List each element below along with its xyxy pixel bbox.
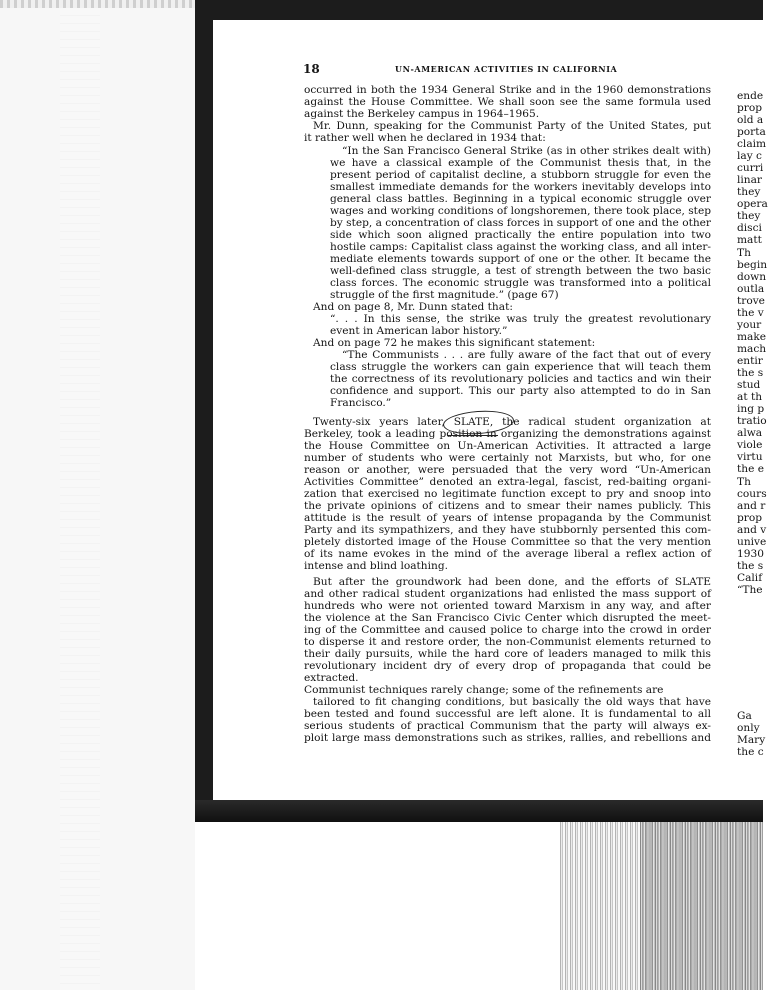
page-header	[303, 62, 723, 78]
text-line: been tested and found successful are left alone. It is fundamental to all	[304, 708, 711, 720]
quote-line: well-defined class struggle, a test of strength between the two basic	[330, 265, 711, 277]
facing-page-fragment: unive	[737, 536, 767, 548]
text-line: hundreds who were not oriented toward Marxism in any way, and after	[304, 600, 711, 612]
quote-line: confidence and support. This our party also attempted to do in San	[330, 385, 711, 397]
scan-noise-strip-dark	[640, 822, 763, 990]
facing-page-fragment: ende	[737, 90, 764, 102]
facing-page-fragment: the v	[737, 307, 764, 319]
book-binding-bottom	[195, 800, 763, 822]
facing-page-fragment: linar	[737, 174, 762, 186]
quote-line: “In the San Francisco General Strike (as in other strikes dealt with)	[342, 145, 711, 157]
text-line: ing of the Committee and caused police to charge into the crowd in order	[304, 624, 711, 636]
text-line: the House Committee on Un-American Activities. It attracted a large	[304, 440, 711, 452]
facing-page-fragment: Calif	[737, 572, 763, 584]
quote-line: hostile camps: Capitalist class against the working class, and all inter-	[330, 241, 711, 253]
facing-page-fragment: Mary	[737, 734, 766, 746]
facing-page-fragment: alwa	[737, 427, 763, 439]
text-line: tailored to fit changing conditions, but basically the old ways that have	[313, 696, 711, 708]
quote-line: “The Communists . . . are fully aware of the fact that out of every	[342, 349, 711, 361]
quote-line: present period of capitalist decline, a stubborn struggle for even the	[330, 169, 711, 181]
page-number: 18	[303, 62, 320, 76]
quote-line: side which soon aligned practically the entire population into two	[330, 229, 711, 241]
text-line: pletely distorted image of the House Committee so that the very mention	[304, 536, 711, 548]
facing-page-fragment: lay c	[737, 150, 762, 162]
text-line: to disperse it and restore order, the non-Communist elements returned to	[304, 636, 711, 648]
facing-page-fragment: and r	[737, 500, 766, 512]
text-line: ploit large mass demonstrations such as strikes, rallies, and rebellions and	[304, 732, 711, 744]
text-line: zation that exercised no legitimate function except to pry and snoop into	[304, 488, 711, 500]
text-line: reason or another, were persuaded that the very word “Un-American	[304, 464, 711, 476]
text-line: And on page 72 he makes this significant statement:	[313, 337, 596, 349]
facing-page-fragment: outla	[737, 283, 765, 295]
facing-page-fragment: old a	[737, 114, 764, 126]
facing-page-fragment: at th	[737, 391, 763, 403]
facing-page-fragment: Ga	[737, 710, 752, 722]
facing-page-fragment: ing p	[737, 403, 765, 415]
quote-line: class forces. The economic struggle was transformed into a political	[330, 277, 711, 289]
text-line: Communist techniques rarely change; some of the refinements are	[304, 684, 664, 696]
text-line: and other radical student organizations had enlisted the mass support of	[304, 588, 711, 600]
facing-page-fragment: trove	[737, 295, 765, 307]
quote-line: “. . . In this sense, the strike was truly the greatest revolutionary	[330, 313, 711, 325]
text-line: the violence at the San Francisco Civic Center which disrupted the meet-	[304, 612, 711, 624]
text-line: of its name evokes in the mind of the average liberal a reflex action of	[304, 548, 711, 560]
book-binding-top	[195, 0, 763, 20]
text-line: Berkeley, took a leading position in organizing the demonstrations against	[304, 428, 711, 440]
quote-line: Francisco.”	[330, 397, 392, 409]
quote-line: struggle of the first magnitude.” (page 67)	[330, 289, 559, 301]
text-line: revolutionary incident dry of every drop of propaganda that could be	[304, 660, 711, 672]
facing-page-fragment: curri	[737, 162, 764, 174]
text-line: extracted.	[304, 672, 359, 684]
text-line: Activities Committee” denoted an extra-legal, fascist, red-baiting organi-	[304, 476, 711, 488]
facing-page-fragment: and v	[737, 524, 767, 536]
scan-speckle	[60, 0, 100, 990]
facing-page-fragment: viole	[737, 439, 763, 451]
quote-line: smallest immediate demands for the workers inevitably develops into	[330, 181, 711, 193]
pen-underline-annotation	[447, 435, 498, 436]
facing-page-fragment: matt	[737, 234, 762, 246]
facing-page-fragment: down	[737, 271, 767, 283]
facing-page-fragment: 1930	[737, 548, 764, 560]
facing-page-fragment: disci	[737, 222, 762, 234]
facing-page-fragment: make	[737, 331, 767, 343]
quote-line: wages and working conditions of longshoremen, there took place, step	[330, 205, 711, 217]
facing-page-fragment: tratio	[737, 415, 767, 427]
quote-line: general class battles. Beginning in a typical economic struggle over	[330, 193, 711, 205]
facing-page-fragment: mach	[737, 343, 767, 355]
facing-page-fragment: prop	[737, 102, 763, 114]
facing-page-fragment: begin	[737, 259, 768, 271]
text-line: against the Berkeley campus in 1964–1965.	[304, 108, 540, 120]
text-line: But after the groundwork had been done, and the efforts of SLATE	[313, 576, 711, 588]
facing-page-fragment: prop	[737, 512, 763, 524]
text-line: Mr. Dunn, speaking for the Communist Party of the United States, put	[313, 120, 711, 132]
book-binding-left	[195, 0, 213, 808]
facing-page-fragment: “The	[737, 584, 763, 596]
quote-line: mediate elements towards support of one or the other. It became the	[330, 253, 711, 265]
quote-line: we have a classical example of the Communist thesis that, in the	[330, 157, 711, 169]
facing-page-fragment: the e	[737, 463, 764, 475]
text-line: it rather well when he declared in 1934 that:	[304, 132, 546, 144]
text-line: Party and its sympathizers, and they have stubbornly persented this com-	[304, 524, 711, 536]
text-line: against the House Committee. We shall soon see the same formula used	[304, 96, 711, 108]
text-line: occurred in both the 1934 General Strike and in the 1960 demonstrations	[304, 84, 711, 96]
running-head: UN-AMERICAN ACTIVITIES IN CALIFORNIA	[395, 64, 618, 74]
facing-page-fragment: your	[737, 319, 762, 331]
facing-page-fragment: only	[737, 722, 760, 734]
text-line: Twenty-six years later, SLATE, the radical student organization at	[313, 416, 711, 428]
scan-left-margin	[0, 0, 195, 990]
facing-page-fragment: virtu	[737, 451, 763, 463]
facing-page-fragment: they	[737, 210, 761, 222]
facing-page-fragment: stud	[737, 379, 761, 391]
facing-page-fragment: Th	[737, 247, 751, 259]
facing-page-fragment: opera	[737, 198, 768, 210]
text-line: attitude is the result of years of intense propaganda by the Communist	[304, 512, 711, 524]
text-line: And on page 8, Mr. Dunn stated that:	[313, 301, 513, 313]
text-line: their daily pursuits, while the hard core of leaders managed to milk this	[304, 648, 711, 660]
facing-page-fragment: Th	[737, 476, 751, 488]
facing-page-fragment: claim	[737, 138, 767, 150]
facing-page-fragment: they	[737, 186, 761, 198]
facing-page-fragment: the s	[737, 560, 764, 572]
facing-page-fragment: porta	[737, 126, 766, 138]
quote-line: event in American labor history.”	[330, 325, 508, 337]
quote-line: the correctness of its revolutionary policies and tactics and win their	[330, 373, 711, 385]
facing-page-fragment: the s	[737, 367, 764, 379]
facing-page-fragment: the c	[737, 746, 764, 758]
facing-page-fragment: entir	[737, 355, 763, 367]
text-line: the private opinions of citizens and to smear their names publicly. This	[304, 500, 711, 512]
text-line: serious students of practical Communism that the party will always ex-	[304, 720, 711, 732]
facing-page-fragment: cours	[737, 488, 767, 500]
text-line: number of students who were certainly not Marxists, but who, for one	[304, 452, 711, 464]
text-line: intense and blind loathing.	[304, 560, 448, 572]
quote-line: by step, a concentration of class forces in support of one and the other	[330, 217, 711, 229]
quote-line: class struggle the workers can gain experience that will teach them	[330, 361, 711, 373]
